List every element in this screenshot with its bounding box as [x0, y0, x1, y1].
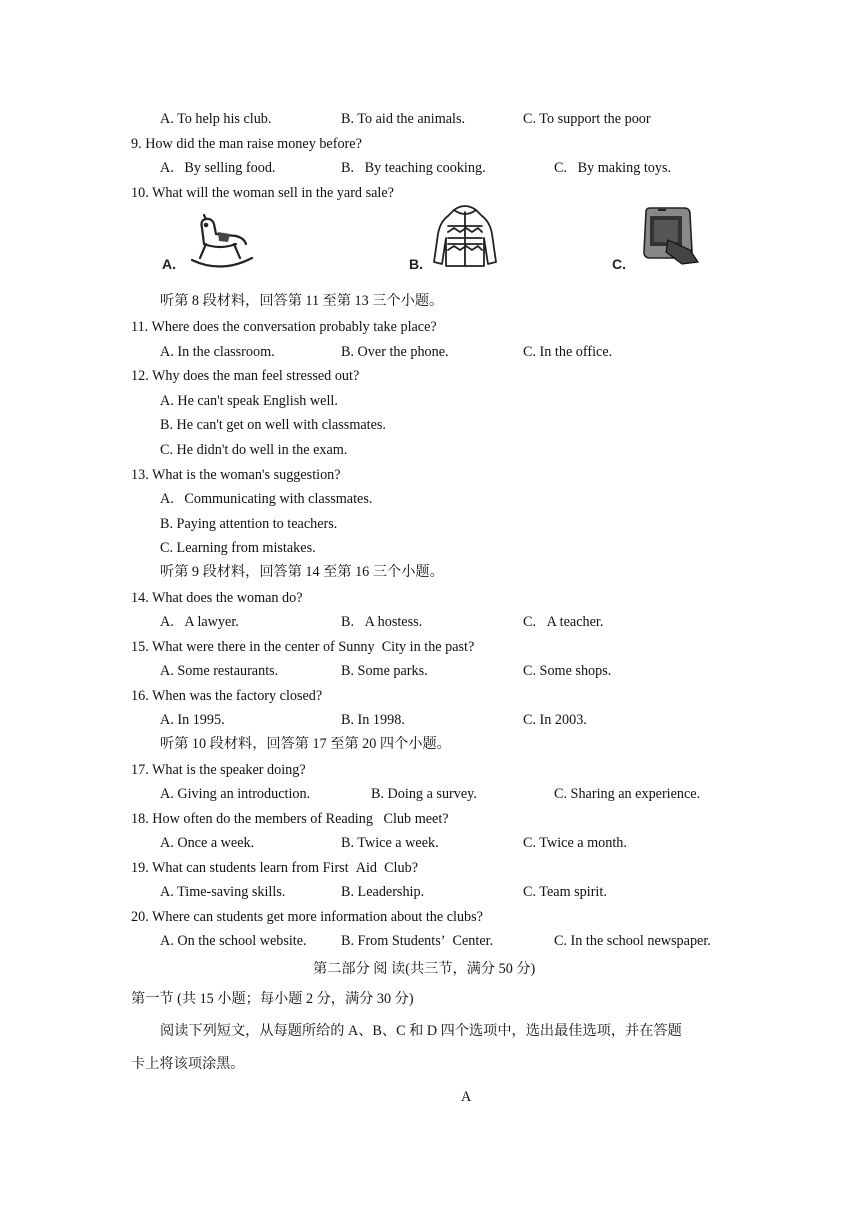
q16-option-c: C. In 2003. — [523, 712, 587, 728]
rocking-horse-icon — [186, 214, 256, 270]
q9-option-b: B. By teaching cooking. — [341, 160, 486, 176]
q13-option-b: B. Paying attention to teachers. — [160, 516, 338, 532]
q14-option-b: B. A hostess. — [341, 614, 423, 630]
q20-option-a: A. On the school website. — [160, 933, 307, 949]
q13-question: 13. What is the woman's suggestion? — [131, 467, 341, 483]
q18-option-b: B. Twice a week. — [341, 835, 439, 851]
part2-section1-heading: 第一节 (共 15 小题；每小题 2 分，满分 30 分) — [131, 991, 414, 1007]
section10-intro: 听第 10 段材料，回答第 17 至第 20 四个小题。 — [160, 736, 451, 752]
q15-option-c: C. Some shops. — [523, 663, 612, 679]
q8-option-b: B. To aid the animals. — [341, 111, 466, 127]
q16-option-b: B. In 1998. — [341, 712, 405, 728]
q15-option-a: A. Some restaurants. — [160, 663, 279, 679]
q11-option-c: C. In the office. — [523, 344, 613, 360]
q9-option-a: A. By selling food. — [160, 160, 276, 176]
q12-option-a: A. He can't speak English well. — [160, 393, 338, 409]
q14-question: 14. What does the woman do? — [131, 590, 303, 606]
q12-option-c: C. He didn't do well in the exam. — [160, 442, 348, 458]
passage-label: A — [461, 1089, 472, 1105]
q19-option-b: B. Leadership. — [341, 884, 425, 900]
q16-option-a: A. In 1995. — [160, 712, 225, 728]
q14-option-a: A. A lawyer. — [160, 614, 239, 630]
instructions-line-2: 卡上将该项涂黑。 — [131, 1056, 245, 1072]
q15-option-b: B. Some parks. — [341, 663, 428, 679]
q17-option-c: C. Sharing an experience. — [554, 786, 701, 802]
q15-question: 15. What were there in the center of Sunny City in the past? — [131, 639, 475, 655]
sweater-jacket-icon — [430, 204, 500, 270]
q12-question: 12. Why does the man feel stressed out? — [131, 368, 360, 384]
q18-option-a: A. Once a week. — [160, 835, 255, 851]
q13-option-c: C. Learning from mistakes. — [160, 540, 316, 556]
q17-option-a: A. Giving an introduction. — [160, 786, 311, 802]
q11-option-b: B. Over the phone. — [341, 344, 449, 360]
q17-question: 17. What is the speaker doing? — [131, 762, 306, 778]
q9-question: 9. How did the man raise money before? — [131, 136, 362, 152]
q17-option-b: B. Doing a survey. — [371, 786, 477, 802]
section8-intro: 听第 8 段材料，回答第 11 至第 13 三个小题。 — [160, 293, 444, 309]
q20-option-b: B. From Students’ Center. — [341, 933, 494, 949]
q19-option-a: A. Time-saving skills. — [160, 884, 286, 900]
q18-question: 18. How often do the members of Reading Club meet? — [131, 811, 449, 827]
q10-question: 10. What will the woman sell in the yard sale? — [131, 185, 394, 201]
q8-option-a: A. To help his club. — [160, 111, 272, 127]
q13-option-a: A. Communicating with classmates. — [160, 491, 373, 507]
q20-option-c: C. In the school newspaper. — [554, 933, 711, 949]
part2-title: 第二部分 阅 读(共三节，满分 50 分) — [313, 961, 536, 977]
q14-option-c: C. A teacher. — [523, 614, 604, 630]
toaster-icon — [638, 206, 702, 266]
q9-option-c: C. By making toys. — [554, 160, 672, 176]
q11-question: 11. Where does the conversation probably take place? — [131, 319, 437, 335]
q19-question: 19. What can students learn from First Aid Club? — [131, 860, 418, 876]
q16-question: 16. When was the factory closed? — [131, 688, 323, 704]
instructions-line-1: 阅读下列短文，从每题所给的 A、B、C 和 D 四个选项中，选出最佳选项，并在答题 — [160, 1023, 682, 1039]
q11-option-a: A. In the classroom. — [160, 344, 275, 360]
q10-picture-b-letter: B. — [409, 256, 423, 272]
q19-option-c: C. Team spirit. — [523, 884, 607, 900]
q8-option-c: C. To support the poor — [523, 111, 651, 127]
section9-intro: 听第 9 段材料，回答第 14 至第 16 三个小题。 — [160, 564, 444, 580]
q12-option-b: B. He can't get on well with classmates. — [160, 417, 386, 433]
q10-picture-c-letter: C. — [612, 256, 626, 272]
q20-question: 20. Where can students get more information about the clubs? — [131, 909, 483, 925]
q10-picture-a-letter: A. — [162, 256, 176, 272]
q18-option-c: C. Twice a month. — [523, 835, 627, 851]
